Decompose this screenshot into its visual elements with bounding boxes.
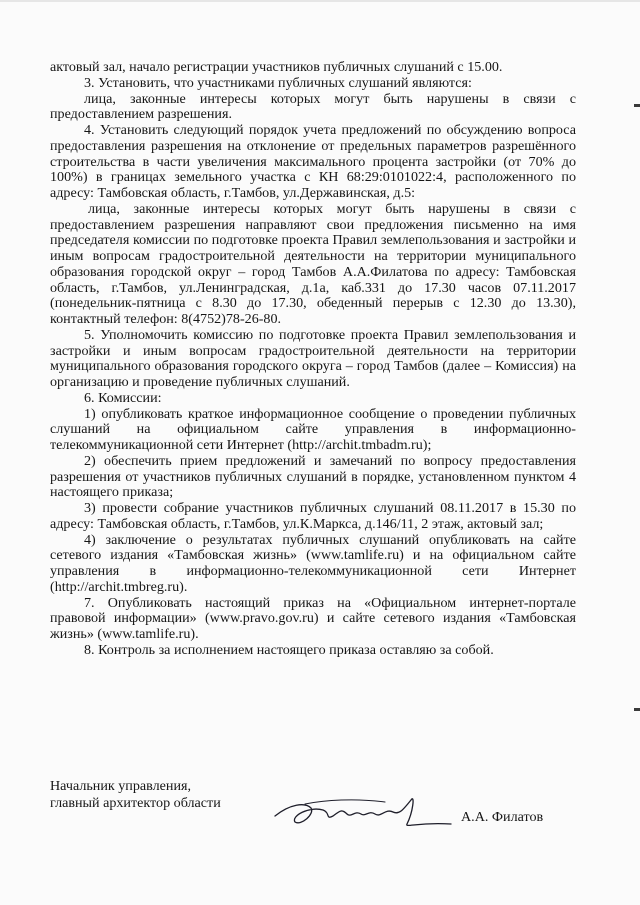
scan-margin-mark [634,104,640,107]
scan-edge [0,0,640,2]
signatory-position [50,778,221,812]
paragraph: 5. Уполномочить комиссию по подготовке проекта Правил землепользования и застройки и иным вопросам градостроительной деятельности на территории муниципального образования городского округа – город Тамбов (далее – Комиссия) на организацию и проведение публичных слушаний. [50,326,576,390]
document-body [50,60,576,659]
paragraph: 7. Опубликовать настоящий приказ на «Официальном интернет-портале правовой информации» (www.pravo.gov.ru) и сайте сетевого издания «Тамбовская жизнь» (www.tamlife.ru). [50,594,576,642]
position-line: главный архитектор области [50,795,221,811]
paragraph: 3. Установить, что участниками публичных слушаний являются: [84,74,472,91]
paragraph: лица, законные интересы которых могут быть нарушены в связи с предоставлением разрешения. [50,90,576,123]
paragraph: 3) провести собрание участников публичных слушаний 08.11.2017 в 15.30 по адресу: Тамбовская область, г.Тамбов, ул.К.Маркса, д.146/11, 2 этаж, актовый зал; [50,500,576,532]
paragraph: 4) заключение о результатах публичных слушаний опубликовать на сайте сетевого издания «Тамбовская жизнь» (www.tamlife.ru) и на официальном сайте управления в информационно-телекоммуникационной сети Интернет (http://archit.tmbreg.ru). [50,531,576,595]
signatory-name: А.А. Филатов [461,809,544,825]
paragraph: лица, законные интересы которых могут быть нарушены в связи с предоставлением разрешения направляют свои предложения письменно на имя председателя комиссии по подготовке проекта Правил землепользования и застройки и иным вопросам градостроительной деятельности на территории муниципального образования городской округ – город Тамбов А.А.Филатова по адресу: Тамбовская область, г.Тамбов, ул.Ленинградская, д.1а, каб.331 до 17.30 часов 07.11.2017 (понедельник-пятница с 8.30 до 17.30, обеденный перерыв с 12.30 до 13.30), контактный телефон: 8(4752)78-26-80. [50,200,576,327]
position-line: Начальник управления, [50,778,191,794]
paragraph: 6. Комиссии: [84,389,162,406]
paragraph: 1) опубликовать краткое информационное сообщение о проведении публичных слушаний на официальном сайте управления в информационно-телекоммуникационной сети Интернет (http://archit.tmbadm.ru); [50,405,576,453]
scan-margin-mark [634,708,640,711]
signature-block [50,778,590,838]
paragraph: 8. Контроль за исполнением настоящего приказа оставляю за собой. [84,641,494,658]
paragraph: 2) обеспечить прием предложений и замечаний по вопросу предоставления разрешения от участников публичных слушаний в порядке, установленном пунктом 4 настоящего приказа; [50,452,576,501]
handwritten-signature [265,786,455,836]
paragraph: актовый зал, начало регистрации участников публичных слушаний с 15.00. [50,59,503,75]
paragraph: 4. Установить следующий порядок учета предложений по обсуждению вопроса предоставления разрешения на отклонение от предельных параметров разрешённого строительства в части увеличения максимального процента застройки (от 70% до 100%) в границах земельного участка с КН 68:29:0101022:4, расположенного по адресу: Тамбовская область, г.Тамбов, ул.Державинская, д.5: [50,122,576,201]
